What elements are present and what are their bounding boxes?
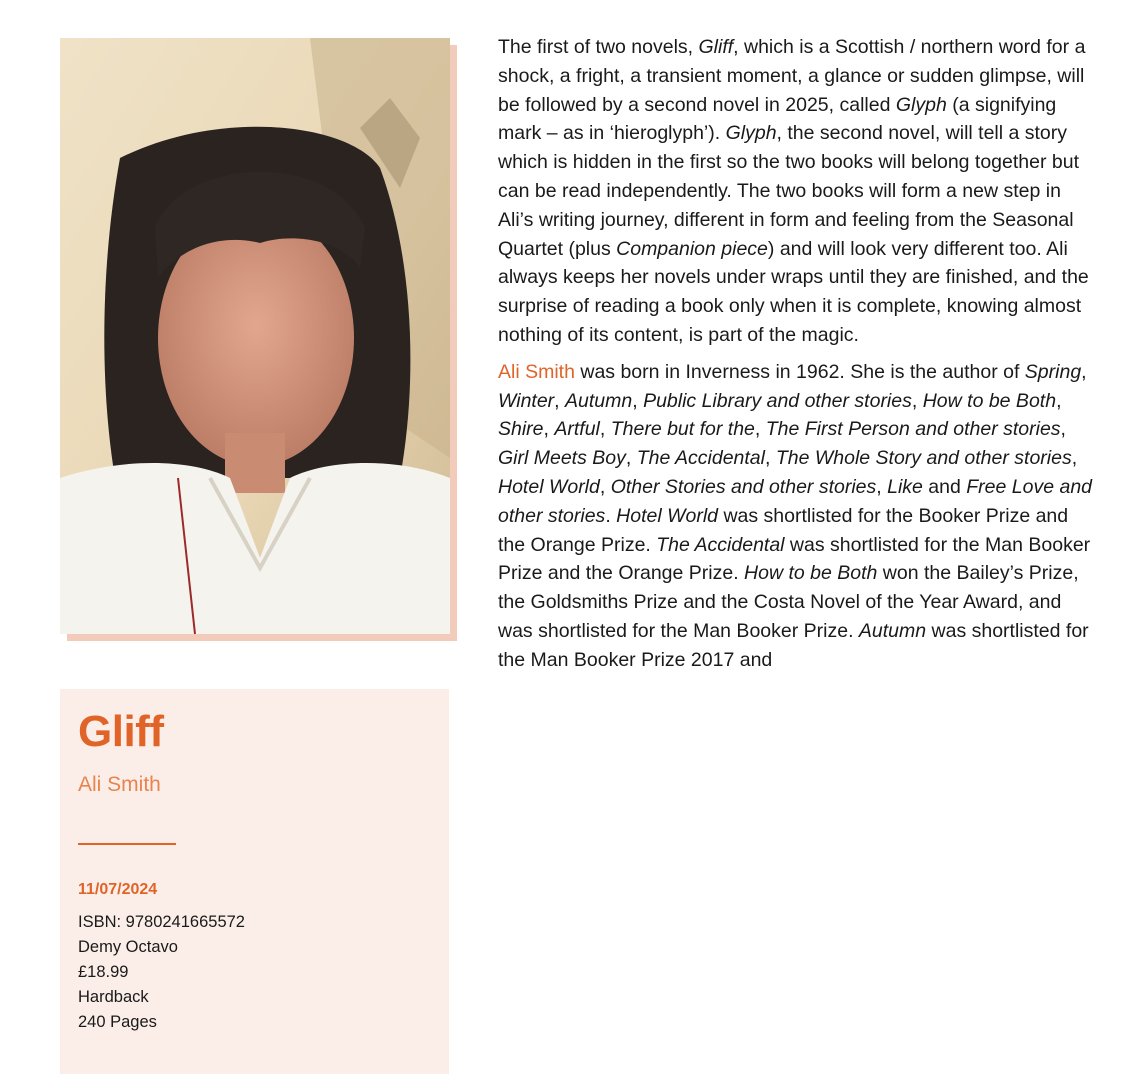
- paragraph-synopsis: The first of two novels, Gliff, which is a Scottish / northern word for a shock, a fright, a transient moment, a glance or sudden glimpse, will be followed by a second novel in 2025, called Glyph (a signifying mark – as in ‘hieroglyph’). Glyph, the second novel, will tell a story which is hidden in the first so the two books will belong together but can be read independently. The two books will form a new step in Ali’s writing journey, different in form and feeling from the Seasonal Quartet (plus Companion piece) and will look very different too. Ali always keeps her novels under wraps until they are finished, and the surprise of reading a book only when it is complete, knowing almost nothing of its content, is part of the magic.: [498, 36, 1089, 346]
- book-author: Ali Smith: [78, 773, 161, 796]
- author-photo-frame: [60, 38, 450, 634]
- paragraph-author-bio: Ali Smith was born in Inverness in 1962. She is the author of Spring, Winter, Autumn, Public Library and other stories, How to be Both, Shire, Artful, There but for the, The First Person and other stories, Girl Meets Boy, The Accidental, The Whole Story and other stories, Hotel World, Other Stories and other stories, Like and Free Love and other stories. Hotel World was shortlisted for the Booker Prize and the Orange Prize. The Accidental was shortlisted for the Man Booker Prize and the Orange Prize. How to be Both won the Bailey’s Prize, the Goldsmiths Prize and the Costa Novel of the Year Award, and was shortlisted for the Man Booker Prize. Autumn was shortlisted for the Man Booker Prize 2017 and: [498, 360, 1093, 671]
- binding: Hardback: [78, 988, 149, 1006]
- publication-date: 11/07/2024: [78, 881, 158, 898]
- description: [498, 33, 1098, 683]
- author-name-link: Ali Smith: [498, 360, 575, 383]
- book-details: [78, 910, 245, 1035]
- format: Demy Octavo: [78, 938, 178, 956]
- book-info-panel: [60, 689, 449, 1074]
- isbn: ISBN: 9780241665572: [78, 913, 245, 931]
- divider: [78, 843, 176, 845]
- price: £18.99: [78, 963, 129, 981]
- page-count: 240 Pages: [78, 1013, 157, 1031]
- book-title: Gliff: [78, 707, 164, 756]
- author-photo: [60, 38, 450, 634]
- author-portrait-image: [60, 38, 450, 634]
